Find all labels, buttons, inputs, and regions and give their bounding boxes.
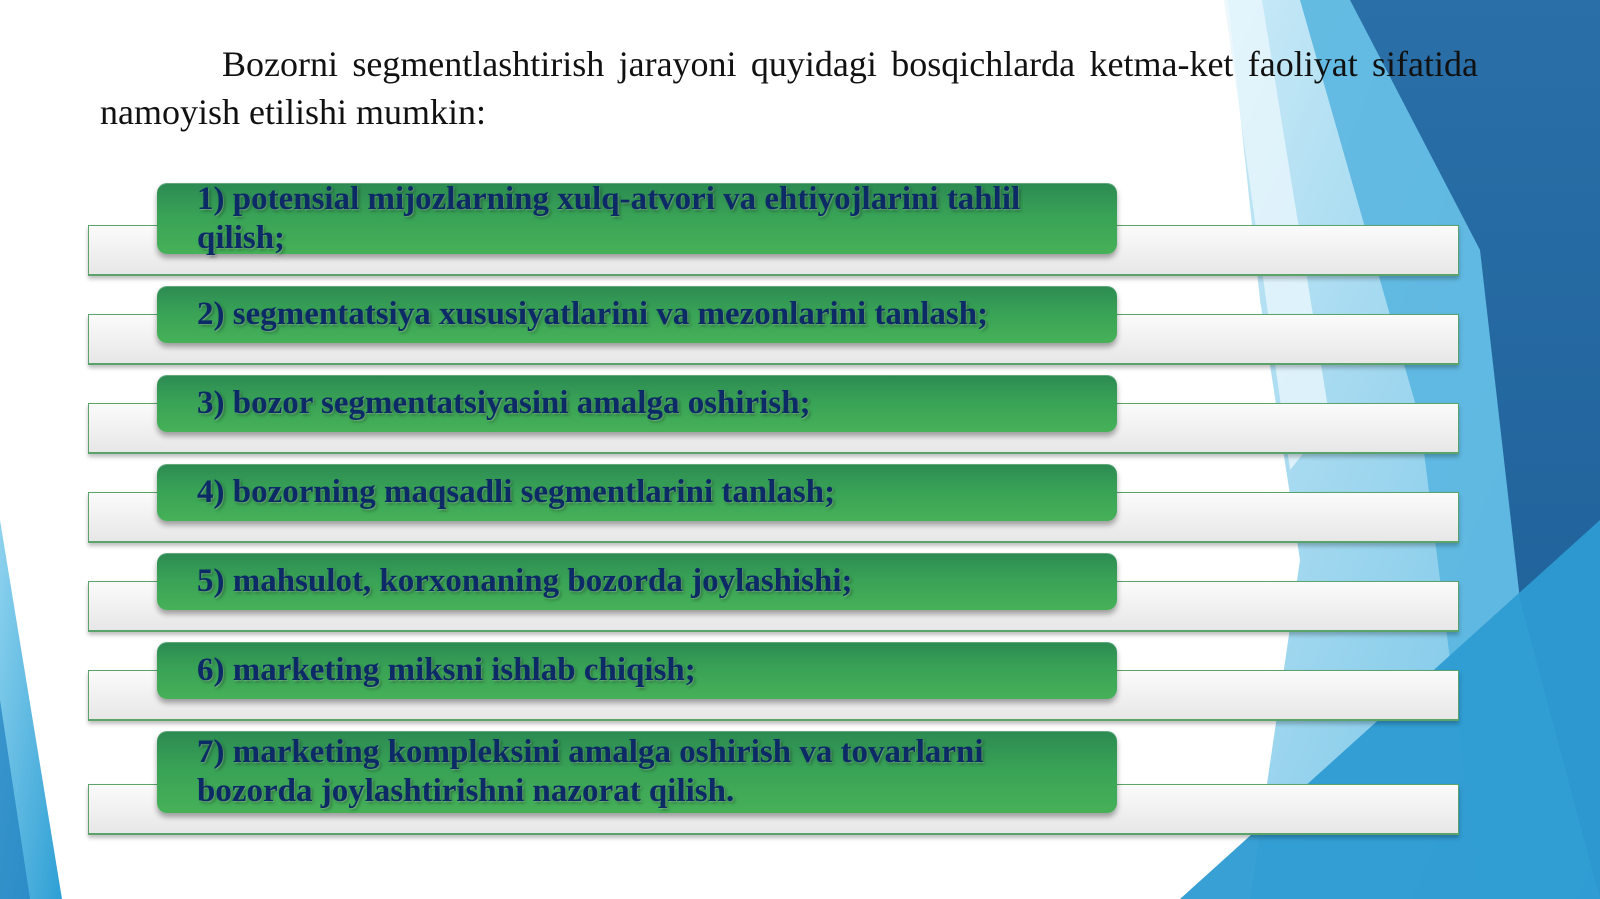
step-4-pill <box>157 464 1117 521</box>
step-3-label: 3) bozor segmentatsiyasini amalga oshirish; <box>197 385 811 421</box>
step-3-pill <box>157 375 1117 432</box>
step-7-label: 7) marketing kompleksini amalga oshirish va tovarlarni bozorda joylashtirishni nazorat qilish. <box>197 734 984 809</box>
step-7-pill <box>157 731 1117 813</box>
step-2-pill <box>157 286 1117 343</box>
step-5-pill <box>157 553 1117 610</box>
step-6-label: 6) marketing miksni ishlab chiqish; <box>197 652 696 688</box>
step-4-label: 4) bozorning maqsadli segmentlarini tanlash; <box>197 474 836 510</box>
intro-paragraph: Bozorni segmentlashtirish jarayoni quyidagi bosqichlarda ketma-ket faoliyat sifatida namoyish etilishi mumkin: <box>100 44 1478 132</box>
step-1-pill <box>157 180 1117 256</box>
step-5-label: 5) mahsulot, korxonaning bozorda joylashishi; <box>197 563 853 599</box>
step-6-pill <box>157 642 1117 699</box>
step-2-label: 2) segmentatsiya xususiyatlarini va mezonlarini tanlash; <box>197 296 989 332</box>
step-1-label: 1) potensial mijozlarning xulq-atvori va ehtiyojlarini tahlil qilish; <box>197 180 1021 256</box>
